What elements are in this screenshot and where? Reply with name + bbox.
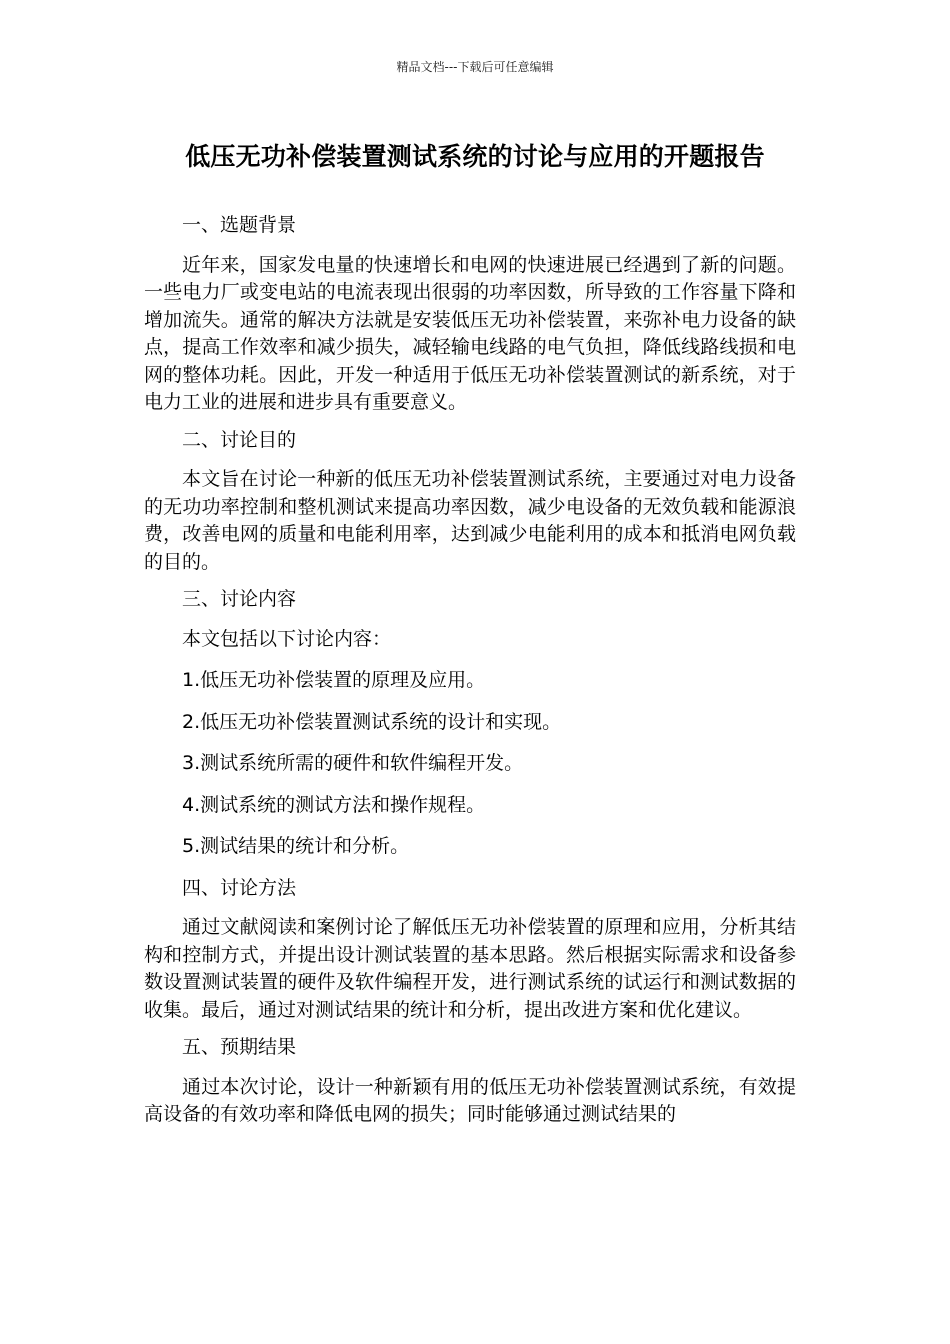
list-item: 1.低压无功补偿装置的原理及应用。 [182, 669, 486, 691]
document-body [144, 212, 796, 1139]
paragraph-expected-results: 通过本次讨论，设计一种新颖有用的低压无功补偿装置测试系统，有效提高设备的有效功率和降低电网的损失；同时能够通过测试结果的 [144, 1075, 796, 1125]
list-item: 4.测试系统的测试方法和操作规程。 [182, 793, 486, 816]
section-heading-purpose: 二、讨论目的 [182, 428, 297, 451]
section-heading-method: 四、讨论方法 [182, 876, 297, 899]
paragraph-content-intro: 本文包括以下讨论内容： [182, 627, 392, 650]
section-heading-background: 一、选题背景 [182, 214, 297, 236]
paragraph-background: 近年来，国家发电量的快速增长和电网的快速进展已经遇到了新的问题。一些电力厂或变电站的电流表现出很弱的功率因数，所导致的工作容量下降和增加流失。通常的解决方法就是安装低压无功补偿装置，来弥补电力设备的缺点，提高工作效率和减少损失，减轻输电线路的电气负担，降低线路线损和电网的整体功耗。因此，开发一种适用于低压无功补偿装置测试的新系统，对于电力工业的进展和进步具有重要意义。 [144, 253, 796, 413]
header-note: 精品文档---下载后可任意编辑 [396, 60, 554, 74]
list-item: 2.低压无功补偿装置测试系统的设计和实现。 [182, 710, 562, 733]
document-title: 低压无功补偿装置测试系统的讨论与应用的开题报告 [185, 142, 765, 171]
list-item: 3.测试系统所需的硬件和软件编程开发。 [182, 752, 524, 774]
section-heading-expected-results: 五、预期结果 [182, 1036, 297, 1058]
paragraph-purpose: 本文旨在讨论一种新的低压无功补偿装置测试系统，主要通过对电力设备的无功功率控制和整机测试来提高功率因数，减少电设备的无效负载和能源浪费，改善电网的质量和电能利用率，达到减少电能利用的成本和抵消电网负载的目的。 [144, 468, 796, 573]
list-item: 5.测试结果的统计和分析。 [182, 835, 410, 857]
section-heading-content: 三、讨论内容 [182, 588, 297, 610]
paragraph-method: 通过文献阅读和案例讨论了解低压无功补偿装置的原理和应用，分析其结构和控制方式，并提出设计测试装置的基本思路。然后根据实际需求和设备参数设置测试装置的硬件及软件编程开发，进行测试系统的试运行和测试数据的收集。最后，通过对测试结果的统计和分析，提出改进方案和优化建议。 [144, 916, 796, 1021]
